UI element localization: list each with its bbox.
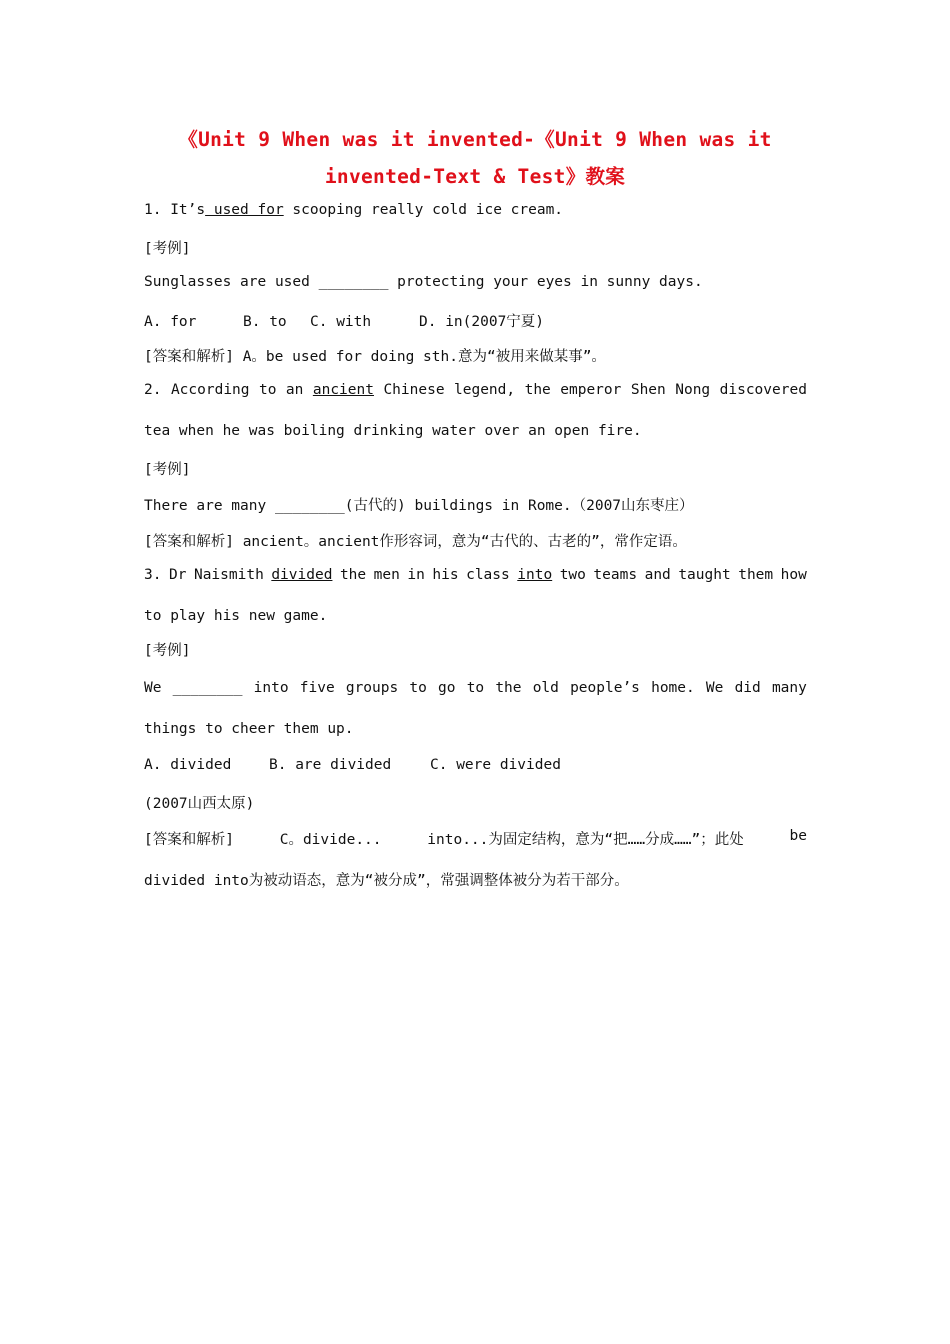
word: how — [780, 567, 807, 583]
item-1-key-phrase: used for — [205, 202, 284, 218]
word: to — [409, 680, 427, 696]
item-1-option-d: D. in(2007宁夏) — [419, 314, 545, 330]
item-3-option-a: A. divided — [144, 757, 232, 773]
word: the — [524, 382, 551, 398]
document-title-line-1: 《Unit 9 When was it invented-《Unit 9 When was it — [178, 128, 772, 151]
answer-blank: ________ — [172, 680, 243, 696]
word: many — [771, 680, 807, 696]
word: According — [170, 382, 250, 398]
item-3-answer-line-1 — [144, 828, 807, 849]
word: the — [339, 567, 367, 583]
word: men — [373, 567, 400, 583]
item-1-sentence — [144, 202, 563, 218]
item-1-options — [144, 310, 544, 331]
item-1-question: Sunglasses are used ________ protecting your eyes in sunny days. — [144, 274, 703, 290]
word: Naismith — [193, 567, 264, 583]
item-2-sentence-line-1 — [144, 382, 807, 398]
item-3-key-word-into: into — [517, 567, 553, 583]
item-3-sentence-line-2: to play his new game. — [144, 608, 328, 624]
word: emperor — [560, 382, 622, 398]
word: into...为固定结构，意为“把……分成……”；此处 — [427, 832, 744, 848]
word: We — [144, 680, 162, 696]
item-2-example-label: [考例] — [144, 462, 191, 478]
item-1-example-label: [考例] — [144, 241, 191, 257]
word: an — [285, 382, 304, 398]
item-3-answer-line-2: divided into为被动语态，意为“被分成”，常强调整体被分为若干部分。 — [144, 873, 629, 889]
word: home. — [651, 680, 695, 696]
word: into — [253, 680, 289, 696]
item-1-prefix: 1. It’s — [144, 202, 206, 218]
word: to — [466, 680, 485, 696]
word: teams — [593, 567, 638, 583]
word: discovered — [719, 382, 807, 398]
item-1-suffix: scooping really cold ice cream. — [283, 202, 564, 218]
item-3-option-c: C. were divided — [430, 757, 561, 773]
word: groups — [345, 680, 399, 696]
document-title-line-2: invented-Text & Test》教案 — [324, 165, 626, 188]
word: old — [532, 680, 559, 696]
item-2-key-word: ancient — [312, 382, 374, 398]
item-2-answer: [答案和解析] ancient。ancient作形容词，意为“古代的、古老的”，常作定语。 — [144, 534, 687, 550]
word: taught — [678, 567, 731, 583]
word: legend, — [454, 382, 516, 398]
word: C。divide... — [279, 832, 382, 848]
item-1-option-b: B. to — [243, 314, 287, 330]
word: the — [495, 680, 522, 696]
word: Dr — [168, 567, 187, 583]
item-1-answer: [答案和解析] A。be used for doing sth.意为“被用来做某事”。 — [144, 349, 606, 365]
item-3-key-word-divided: divided — [271, 567, 333, 583]
word: his — [432, 567, 459, 583]
word: to — [258, 382, 277, 398]
word: people’s — [570, 680, 640, 696]
word: be — [789, 828, 807, 844]
word: Shen — [630, 382, 666, 398]
word: 3. — [144, 567, 162, 583]
item-3-source: (2007山西太原) — [144, 796, 255, 812]
item-3-option-b: B. are divided — [269, 757, 392, 773]
word: Chinese — [383, 382, 445, 398]
word: five — [299, 680, 335, 696]
word: class — [466, 567, 510, 583]
word: 2. — [144, 382, 162, 398]
word: go — [438, 680, 456, 696]
item-3-question-line-1 — [144, 680, 807, 696]
item-3-example-label: [考例] — [144, 643, 191, 659]
item-3-sentence-line-1 — [144, 567, 807, 583]
item-2-question: There are many ________(古代的) buildings in Rome.（2007山东枣庄） — [144, 498, 694, 514]
item-3-options — [144, 757, 561, 773]
word: and — [644, 567, 671, 583]
word: did — [734, 680, 761, 696]
word: them — [738, 567, 774, 583]
item-2-sentence-line-2: tea when he was boiling drinking water over an open fire. — [144, 423, 642, 439]
item-1-option-a: A. for — [144, 314, 197, 330]
word: in — [407, 567, 425, 583]
item-1-option-c: C. with — [310, 314, 372, 330]
word: [答案和解析] — [144, 832, 234, 848]
word: We — [705, 680, 724, 696]
item-3-question-line-2: things to cheer them up. — [144, 721, 354, 737]
word: Nong — [675, 382, 711, 398]
word: two — [559, 567, 586, 583]
